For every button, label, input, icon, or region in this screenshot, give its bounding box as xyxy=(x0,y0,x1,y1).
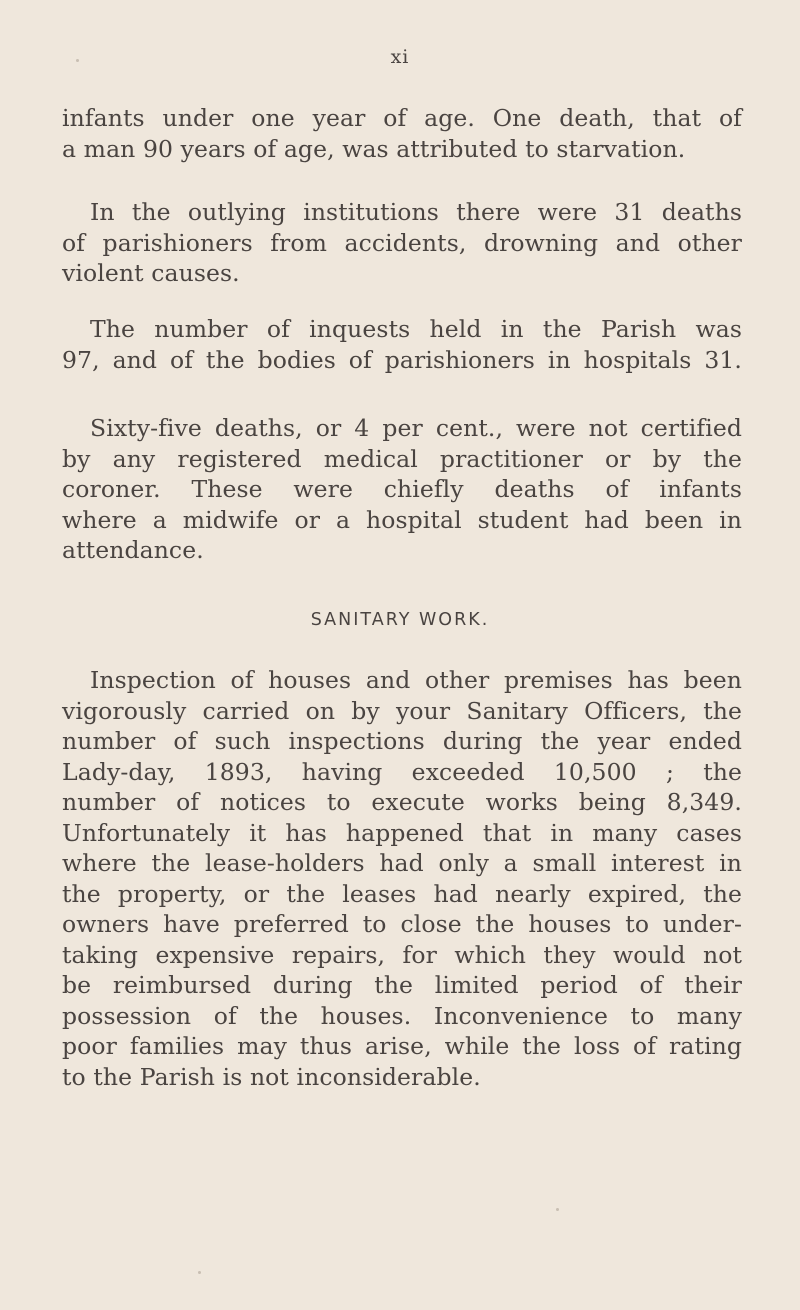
text-line: The number of inquests held in the Parish was xyxy=(90,315,742,343)
paragraph-uncertified-deaths xyxy=(62,413,742,566)
paragraph-outlying-institutions xyxy=(62,197,742,289)
text-line: taking expensive repairs, for which they would not xyxy=(62,940,742,969)
text-line: where the lease-holders had only a small interest in xyxy=(62,849,742,877)
text-line: Lady-day, 1893, having exceeded 10,500 ; the xyxy=(62,757,742,786)
paragraph-sanitary-work xyxy=(62,665,742,1092)
section-heading: SANITARY WORK. xyxy=(310,610,490,630)
text-line: violent causes. xyxy=(62,259,240,287)
text-line: Inspection of houses and other premises has been xyxy=(90,666,742,694)
text-line: owners have preferred to close the houses to under- xyxy=(62,910,742,938)
text-line: attendance. xyxy=(62,536,204,564)
paragraph-infant-deaths xyxy=(62,103,742,164)
paragraph-inquests xyxy=(62,314,742,375)
text-line: vigorously carried on by your Sanitary Officers, the xyxy=(62,696,742,725)
text-line: infants under one year of age. One death, that of xyxy=(62,104,742,132)
text-line: of parishioners from accidents, drowning and other xyxy=(62,228,742,257)
page-number: xi xyxy=(390,46,410,68)
text-line: to the Parish is not inconsiderable. xyxy=(62,1062,481,1091)
text-line: number of notices to execute works being 8,349. xyxy=(62,788,742,816)
text-line: by any registered medical practitioner or by the xyxy=(62,444,742,473)
text-line: 97, and of the bodies of parishioners in hospitals 31. xyxy=(62,345,742,374)
text-line: poor families may thus arise, while the loss of rating xyxy=(62,1032,742,1060)
text-line: number of such inspections during the year ended xyxy=(62,727,742,755)
text-line: coroner. These were chiefly deaths of infants xyxy=(62,475,742,503)
paper-speck xyxy=(198,1271,201,1274)
text-line: Sixty-five deaths, or 4 per cent., were not certified xyxy=(90,414,742,442)
text-line: Unfortunately it has happened that in many cases xyxy=(62,818,742,847)
text-line: the property, or the leases had nearly expired, the xyxy=(62,879,742,908)
text-line: a man 90 years of age, was attributed to starvation. xyxy=(62,134,686,163)
text-line: where a midwife or a hospital student had been in xyxy=(62,505,742,534)
text-line: In the outlying institutions there were 31 deaths xyxy=(90,198,742,226)
paper-speck xyxy=(556,1208,559,1211)
text-line: be reimbursed during the limited period of their xyxy=(62,971,742,999)
paper-speck xyxy=(76,59,79,62)
text-line: possession of the houses. Inconvenience to many xyxy=(62,1001,742,1030)
